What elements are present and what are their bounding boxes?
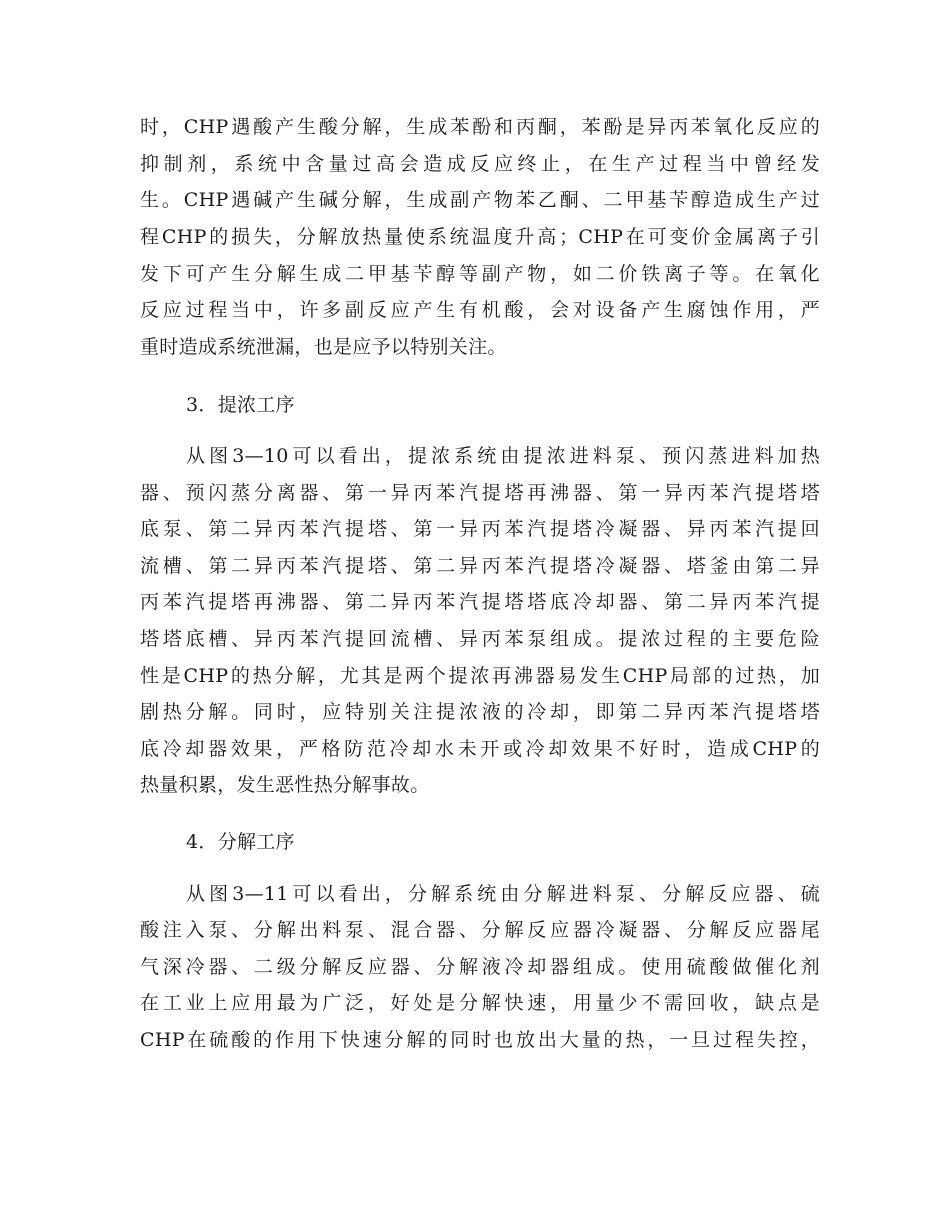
text-line: CHP在硫酸的作用下快速分解的同时也放出大量的热，一旦过程失控， bbox=[140, 1029, 820, 1051]
text-line: 抑制剂，系统中含量过高会造成反应终止，在生产过程当中曾经发 bbox=[140, 153, 820, 175]
text-line: 气深冷器、二级分解反应器、分解液冷却器组成。使用硫酸做催化剂 bbox=[140, 956, 820, 978]
text-line: 丙苯汽提塔再沸器、第二异丙苯汽提塔塔底冷却器、第二异丙苯汽提 bbox=[140, 591, 820, 613]
text-line: 流槽、第二异丙苯汽提塔、第二异丙苯汽提塔冷凝器、塔釜由第二异 bbox=[140, 555, 820, 577]
text-line: 时，CHP遇酸产生酸分解，生成苯酚和丙酮，苯酚是异丙苯氧化反应的 bbox=[140, 116, 820, 138]
text-line: 程CHP的损失，分解放热量使系统温度升高；CHP在可变价金属离子引 bbox=[140, 226, 820, 248]
text-line: 在工业上应用最为广泛，好处是分解快速，用量少不需回收，缺点是 bbox=[140, 992, 820, 1014]
text-line: 底冷却器效果，严格防范冷却水未开或冷却效果不好时，造成CHP的 bbox=[140, 738, 820, 760]
text-line: 从图3—10可以看出，提浓系统由提浓进料泵、预闪蒸进料加热 bbox=[186, 445, 820, 467]
text-line: 底泵、第二异丙苯汽提塔、第一异丙苯汽提塔冷凝器、异丙苯汽提回 bbox=[140, 518, 820, 540]
text-line: 酸注入泵、分解出料泵、混合器、分解反应器冷凝器、分解反应器尾 bbox=[140, 919, 820, 941]
text-line: 重时造成系统泄漏，也是应予以特别关注。 bbox=[140, 336, 507, 358]
text-line: 器、预闪蒸分离器、第一异丙苯汽提塔再沸器、第一异丙苯汽提塔塔 bbox=[140, 482, 820, 504]
text-line: 从图3—11可以看出，分解系统由分解进料泵、分解反应器、硫 bbox=[186, 883, 820, 905]
text-line: 反应过程当中，许多副反应产生有机酸，会对设备产生腐蚀作用，严 bbox=[140, 299, 820, 321]
text-line: 生。CHP遇碱产生碱分解，生成副产物苯乙酮、二甲基苄醇造成生产过 bbox=[140, 189, 820, 211]
section-heading-concentration: 3．提浓工序 bbox=[186, 394, 295, 416]
text-line: 发下可产生分解生成二甲基苄醇等副产物，如二价铁离子等。在氧化 bbox=[140, 263, 820, 285]
text-line: 剧热分解。同时，应特别关注提浓液的冷却，即第二异丙苯汽提塔塔 bbox=[140, 701, 820, 723]
section-heading-decomposition: 4．分解工序 bbox=[186, 831, 295, 853]
text-line: 塔塔底槽、异丙苯汽提回流槽、异丙苯泵组成。提浓过程的主要危险 bbox=[140, 628, 820, 650]
text-line: 热量积累，发生恶性热分解事故。 bbox=[140, 774, 430, 796]
text-line: 性是CHP的热分解，尤其是两个提浓再沸器易发生CHP局部的过热，加 bbox=[140, 665, 820, 687]
